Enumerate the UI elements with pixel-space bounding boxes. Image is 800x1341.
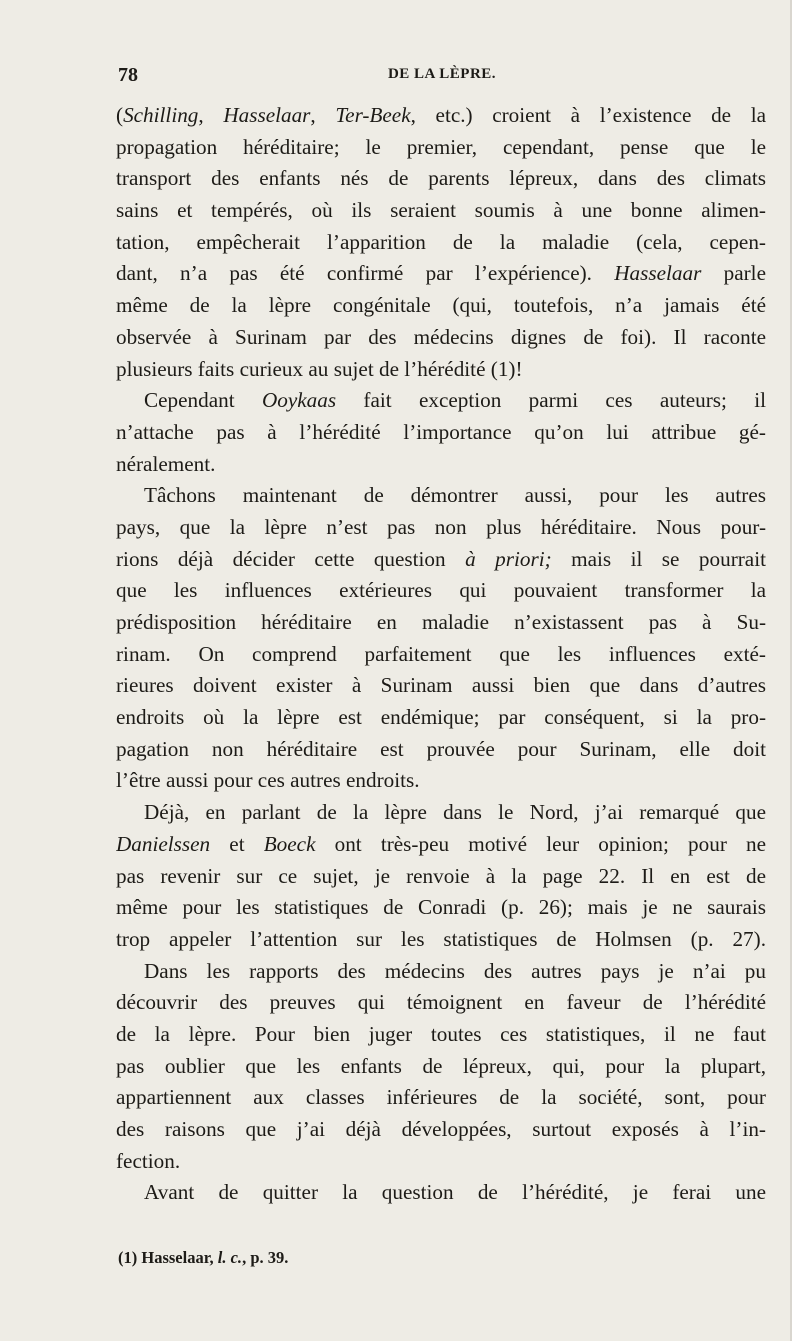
text-line: fection. [116, 1148, 181, 1173]
text-line: endroits où la lèpre est endémique; par conséquent, si la pro- [116, 705, 766, 730]
text-line: même pour les statistiques de Conradi (p. 26); mais je ne saurais [116, 895, 766, 920]
text-line: tation, empêcherait l’apparition de la maladie (cela, cepen- [116, 229, 766, 254]
text-line: pays, que la lèpre n’est pas non plus héréditaire. Nous pour- [116, 514, 766, 539]
text-line: Dans les rapports des médecins des autres pays je n’ai pu [144, 958, 766, 983]
text-line: néralement. [116, 451, 216, 476]
text-line: pas revenir sur ce sujet, je renvoie à la page 22. Il en est de [116, 863, 766, 888]
text-line: Avant de quitter la question de l’hérédité, je ferai une [144, 1180, 766, 1205]
text-line: transport des enfants nés de parents lépreux, dans des climats [116, 166, 766, 191]
text-line: propagation héréditaire; le premier, cependant, pense que le [116, 134, 766, 159]
text-line: plusieurs faits curieux au sujet de l’hérédité (1)! [116, 356, 523, 381]
author-name: Hasselaar [614, 261, 702, 286]
page-number: 78 [118, 64, 138, 86]
text-line: dant, n’a pas été confirmé par l’expérience). Hasselaar parle [116, 261, 766, 286]
author-name: Ooykaas [261, 388, 337, 413]
text-line: même de la lèpre congénitale (qui, toutefois, n’a jamais été [116, 293, 766, 318]
text-line: de la lèpre. Pour bien juger toutes ces statistiques, il ne faut [116, 1021, 766, 1046]
text-line: découvrir des preuves qui témoignent en faveur de l’hérédité [116, 990, 766, 1015]
text-line: n’attache pas à l’hérédité l’importance qu’on lui attribue gé- [116, 419, 766, 444]
text-line: Tâchons maintenant de démontrer aussi, pour les autres [144, 483, 766, 508]
author-name: Danielssen [116, 831, 211, 856]
page-header [118, 64, 766, 88]
text-line: que les influences extérieures qui pouvaient transformer la [116, 578, 766, 603]
text-line: Cependant Ooykaas fait exception parmi ces auteurs; il [144, 388, 766, 413]
author-name: Boeck [263, 831, 316, 856]
author-name: Hasselaar [223, 103, 311, 127]
text-line: l’être aussi pour ces autres endroits. [116, 768, 420, 793]
text-line: pas oublier que les enfants de lépreux, qui, pour la plupart, [116, 1053, 766, 1078]
author-name: Schilling [123, 103, 199, 127]
text-line: prédisposition héréditaire en maladie n’existassent pas à Su- [116, 610, 766, 634]
author-name: Ter-Beek [335, 103, 411, 127]
text-line: appartiennent aux classes inférieures de la société, sont, pour [116, 1085, 766, 1110]
text-line: sains et tempérés, où ils seraient soumis à une bonne alimen- [116, 198, 766, 223]
latin-phrase: à priori; [465, 546, 552, 571]
text-line: rieures doivent exister à Surinam aussi bien que dans d’autres [116, 673, 766, 698]
text-line: observée à Surinam par des médecins dignes de foi). Il raconte [116, 324, 766, 349]
text-line: rinam. On comprend parfaitement que les influences exté- [116, 641, 766, 666]
text-line: trop appeler l’attention sur les statistiques de Holmsen (p. 27). [116, 926, 766, 951]
text-line: Danielssen et Boeck ont très-peu motivé leur opinion; pour ne [116, 831, 766, 856]
text-line: (Schilling, Hasselaar, Ter-Beek, etc.) croient à l’existence de la [116, 103, 766, 127]
body-text [116, 100, 766, 1209]
text-line: des raisons que j’ai déjà développées, surtout exposés à l’in- [116, 1117, 766, 1141]
footnote: (1) Hasselaar, l. c., p. 39. [118, 1248, 289, 1267]
running-title: DE LA LÈPRE. [387, 66, 497, 82]
text-line: Déjà, en parlant de la lèpre dans le Nord, j’ai remarqué que [144, 800, 766, 825]
text-line: pagation non héréditaire est prouvée pour Surinam, elle doit [116, 736, 766, 761]
text-line: rions déjà décider cette question à priori; mais il se pourrait [116, 546, 766, 571]
